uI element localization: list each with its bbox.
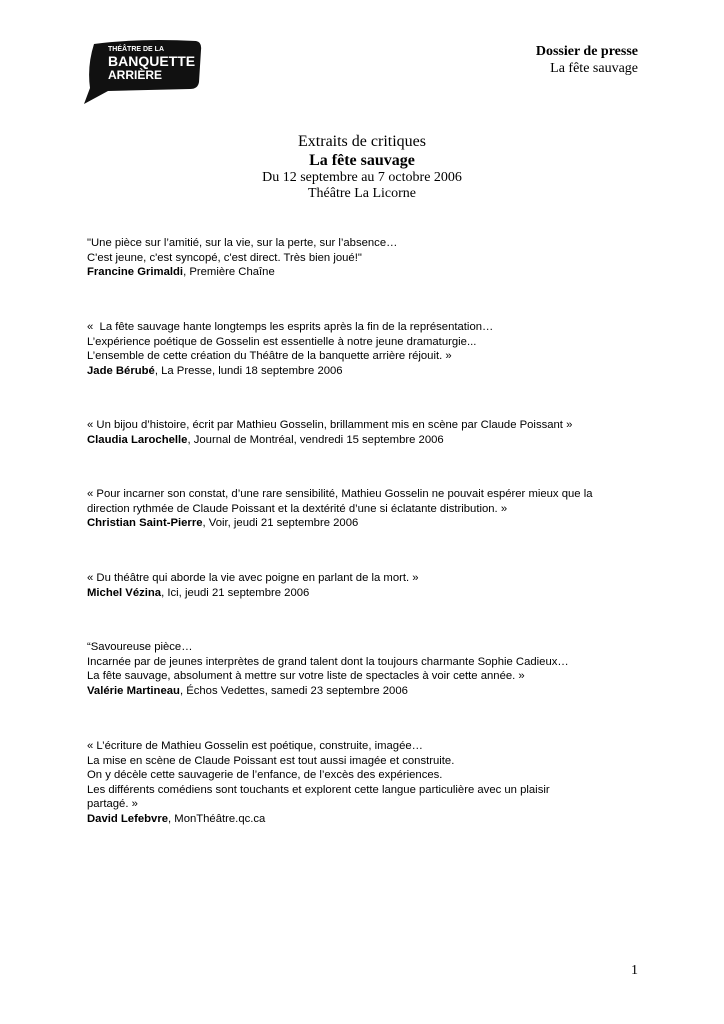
- review-line: “Savoureuse pièce…: [87, 641, 193, 653]
- date-range: Du 12 septembre au 7 octobre 2006: [262, 170, 462, 185]
- title-block: [0, 132, 724, 202]
- document-title: Extraits de critiques: [298, 133, 426, 150]
- review-line: « L’écriture de Mathieu Gosselin est poétique, construite, imagée…: [87, 740, 423, 752]
- review-line: « Un bijou d’histoire, écrit par Mathieu Gosselin, brillamment mis en scène par Claude Poissant »: [87, 419, 573, 431]
- review-author: Claudia Larochelle: [87, 433, 188, 446]
- review-source: , Première Chaîne: [183, 266, 275, 279]
- review-line: La fête sauvage, absolument à mettre sur votre liste de spectacles à voir cette année. »: [87, 670, 525, 683]
- review-item: [87, 739, 647, 827]
- page-number: 1: [631, 963, 638, 978]
- review-author: Christian Saint-Pierre: [87, 517, 203, 530]
- review-attribution: [87, 265, 647, 280]
- logo-line-3: ARRIÈRE: [108, 68, 163, 82]
- review-line: « Pour incarner son constat, d’une rare sensibilité, Mathieu Gosselin ne pouvait espérer mieux que la: [87, 488, 593, 500]
- review-attribution: [87, 586, 647, 601]
- logo-line-1: THÉÂTRE DE LA: [108, 46, 164, 53]
- review-attribution: [87, 684, 647, 699]
- review-item: [87, 320, 647, 378]
- review-item: [87, 418, 647, 447]
- review-source: , Voir, jeudi 21 septembre 2006: [202, 517, 359, 530]
- review-line: "Une pièce sur l’amitié, sur la vie, sur la perte, sur l’absence…: [87, 237, 398, 249]
- venue: Théâtre La Licorne: [307, 186, 417, 201]
- review-line: « Du théâtre qui aborde la vie avec poigne en parlant de la mort. »: [87, 572, 419, 584]
- review-author: Michel Vézina: [87, 586, 162, 599]
- review-source: , Échos Vedettes, samedi 23 septembre 2006: [179, 684, 408, 697]
- review-attribution: [87, 516, 647, 531]
- review-line: La mise en scène de Claude Poissant est tout aussi imagée et construite.: [87, 754, 455, 767]
- header-subtitle: La fête sauvage: [550, 61, 638, 76]
- review-line: Les différents comédiens sont touchants et explorent cette langue particulière avec un plaisir: [87, 783, 550, 796]
- review-line: On y décèle cette sauvagerie de l’enfance, de l’excès des expériences.: [87, 769, 443, 782]
- review-line: L’expérience poétique de Gosselin est essentielle à notre jeune dramaturgie...: [87, 335, 477, 348]
- theatre-logo: [78, 36, 204, 106]
- review-author: Francine Grimaldi: [87, 266, 184, 279]
- review-line: direction rythmée de Claude Poissant et la dextérité d’une si éclatante distribution. »: [87, 502, 508, 515]
- review-line: L’ensemble de cette création du Théâtre de la banquette arrière réjouit. »: [87, 350, 452, 363]
- play-title: La fête sauvage: [309, 152, 415, 169]
- review-line: Incarnée par de jeunes interprètes de grand talent dont la toujours charmante Sophie Cadieux…: [87, 655, 569, 668]
- review-source: , La Presse, lundi 18 septembre 2006: [154, 364, 343, 377]
- review-item: [87, 236, 647, 280]
- logo-line-2: BANQUETTE: [108, 53, 196, 69]
- review-source: , Journal de Montréal, vendredi 15 septembre 2006: [187, 433, 444, 446]
- review-source: , Ici, jeudi 21 septembre 2006: [161, 586, 310, 599]
- header: [536, 43, 638, 77]
- header-title: Dossier de presse: [535, 44, 638, 59]
- review-author: David Lefebvre: [87, 812, 168, 825]
- review-item: [87, 571, 647, 600]
- review-author: Valérie Martineau: [87, 684, 180, 697]
- review-source: , MonThéâtre.qc.ca: [168, 812, 266, 825]
- review-line: « La fête sauvage hante longtemps les esprits après la fin de la représentation…: [87, 321, 494, 333]
- speech-bubble-logo-icon: [78, 36, 204, 106]
- review-line: partagé. »: [87, 798, 138, 811]
- review-line: C'est jeune, c'est syncopé, c'est direct. Très bien joué!": [87, 251, 362, 264]
- review-attribution: [87, 812, 647, 827]
- review-attribution: [87, 364, 647, 379]
- review-item: [87, 487, 647, 531]
- review-item: [87, 640, 647, 698]
- review-attribution: [87, 433, 647, 448]
- review-author: Jade Bérubé: [87, 364, 155, 377]
